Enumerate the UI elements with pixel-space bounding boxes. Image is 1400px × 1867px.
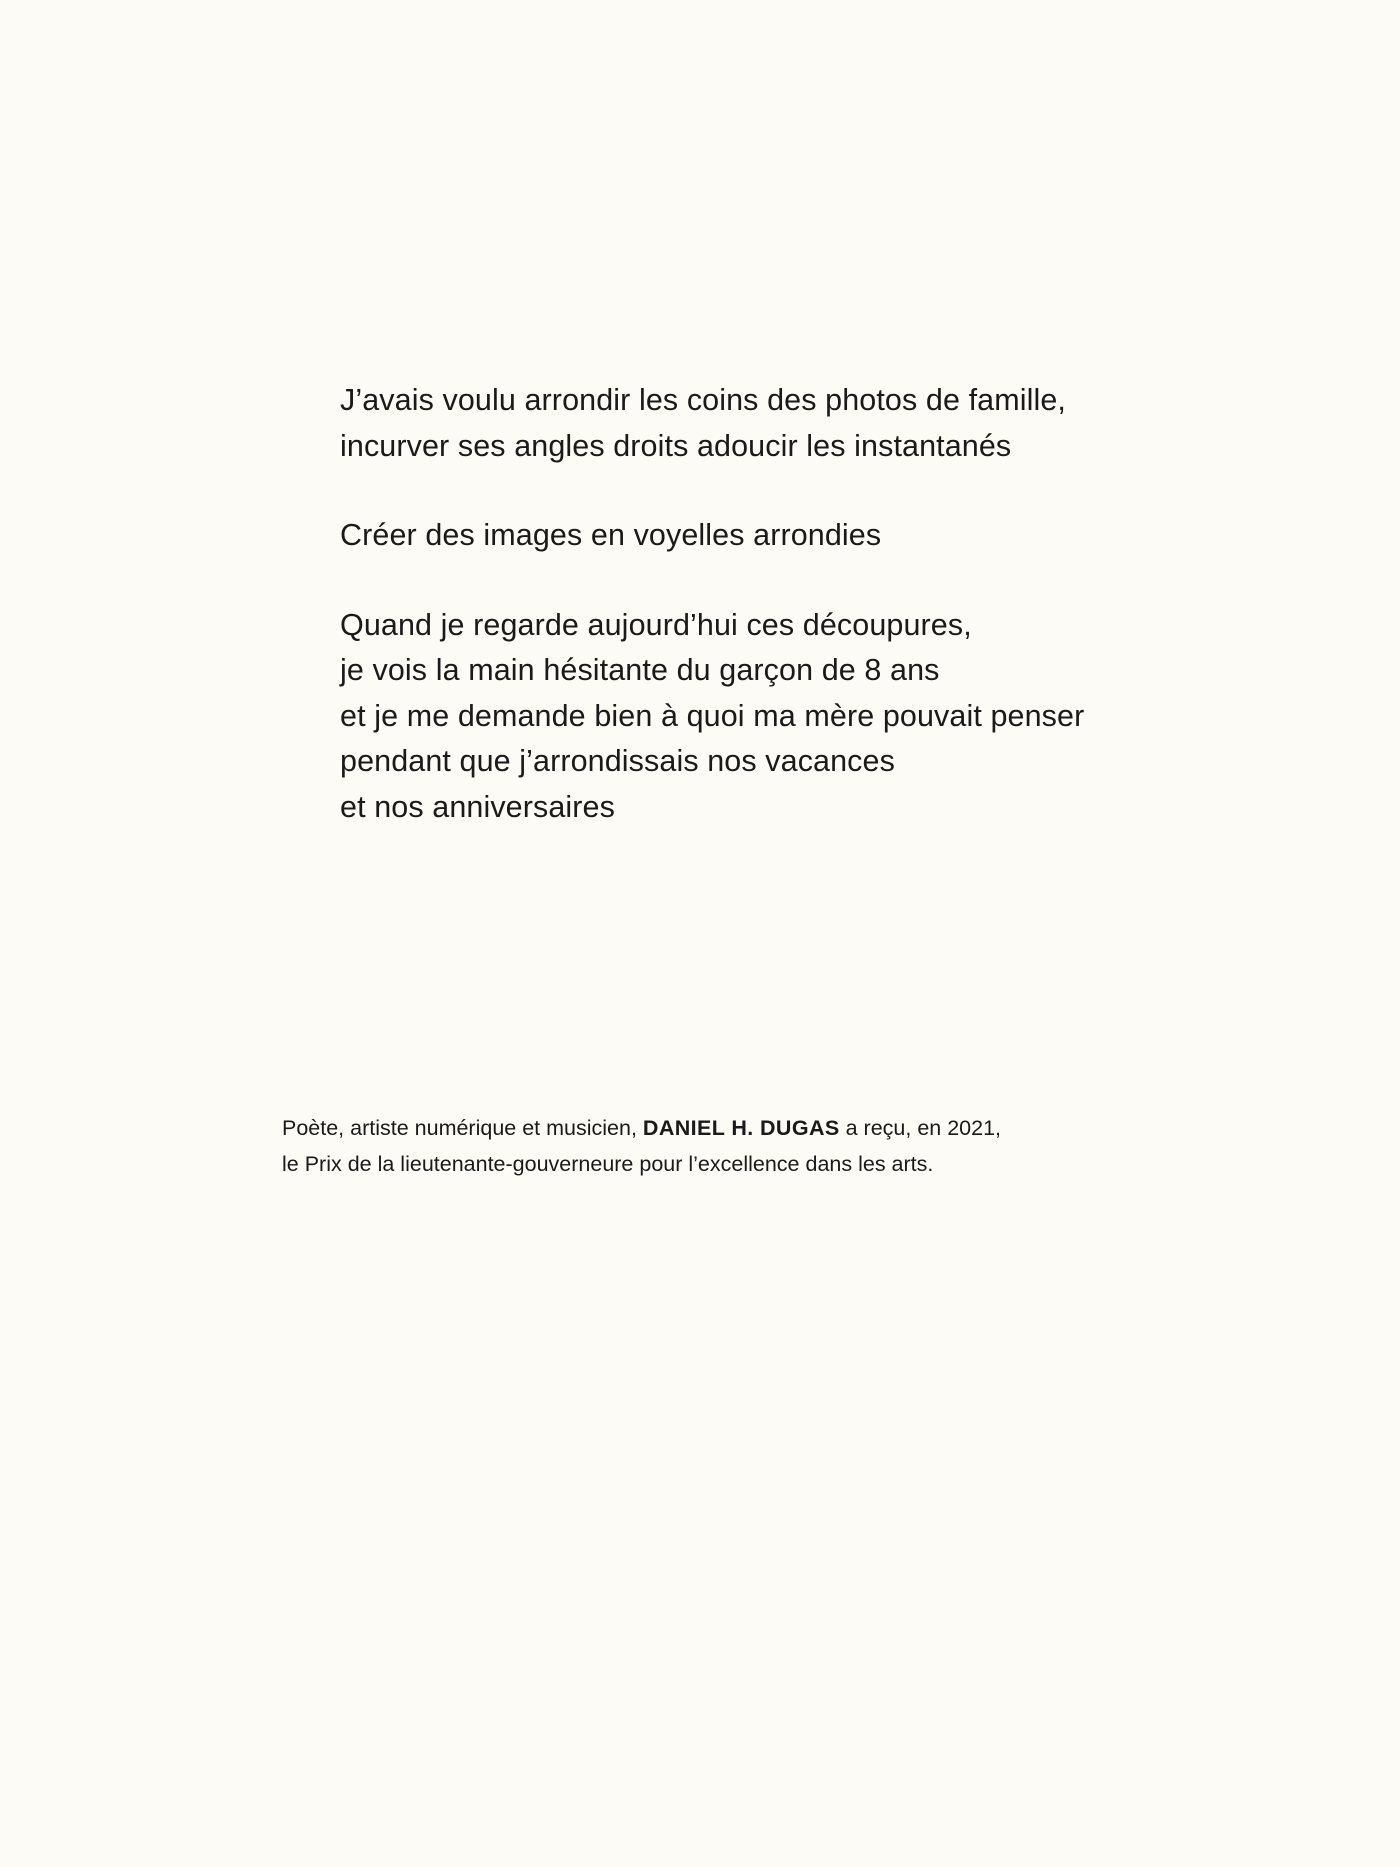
poem-line: je vois la main hésitante du garçon de 8 ans — [340, 653, 940, 687]
poem-line: incurver ses angles droits adoucir les instantanés — [340, 428, 1012, 463]
poem-stanza-3 — [340, 603, 1240, 831]
poem-line: Quand je regarde aujourd’hui ces découpures, — [340, 607, 972, 642]
poem-line: Créer des images en voyelles arrondies — [340, 518, 882, 552]
author-name: DANIEL H. DUGAS — [642, 1116, 840, 1140]
author-bio — [282, 1110, 1282, 1182]
bio-line-1 — [282, 1110, 1282, 1146]
poem-stanza-2 — [340, 513, 1240, 559]
poem-line: pendant que j’arrondissais nos vacances — [340, 744, 895, 778]
bio-line-2: le Prix de la lieutenante-gouverneure pour l’excellence dans les arts. — [282, 1152, 934, 1176]
poem-stanza-1 — [340, 378, 1240, 469]
poem — [340, 378, 1240, 874]
poem-line: et nos anniversaires — [340, 789, 615, 824]
bio-text-after-name: a reçu, en 2021, — [839, 1116, 1002, 1140]
bio-text-before-name: Poète, artiste numérique et musicien, — [282, 1116, 643, 1140]
poem-line: J’avais voulu arrondir les coins des photos de famille, — [340, 383, 1067, 417]
poem-line: et je me demande bien à quoi ma mère pouvait penser — [340, 698, 1085, 733]
